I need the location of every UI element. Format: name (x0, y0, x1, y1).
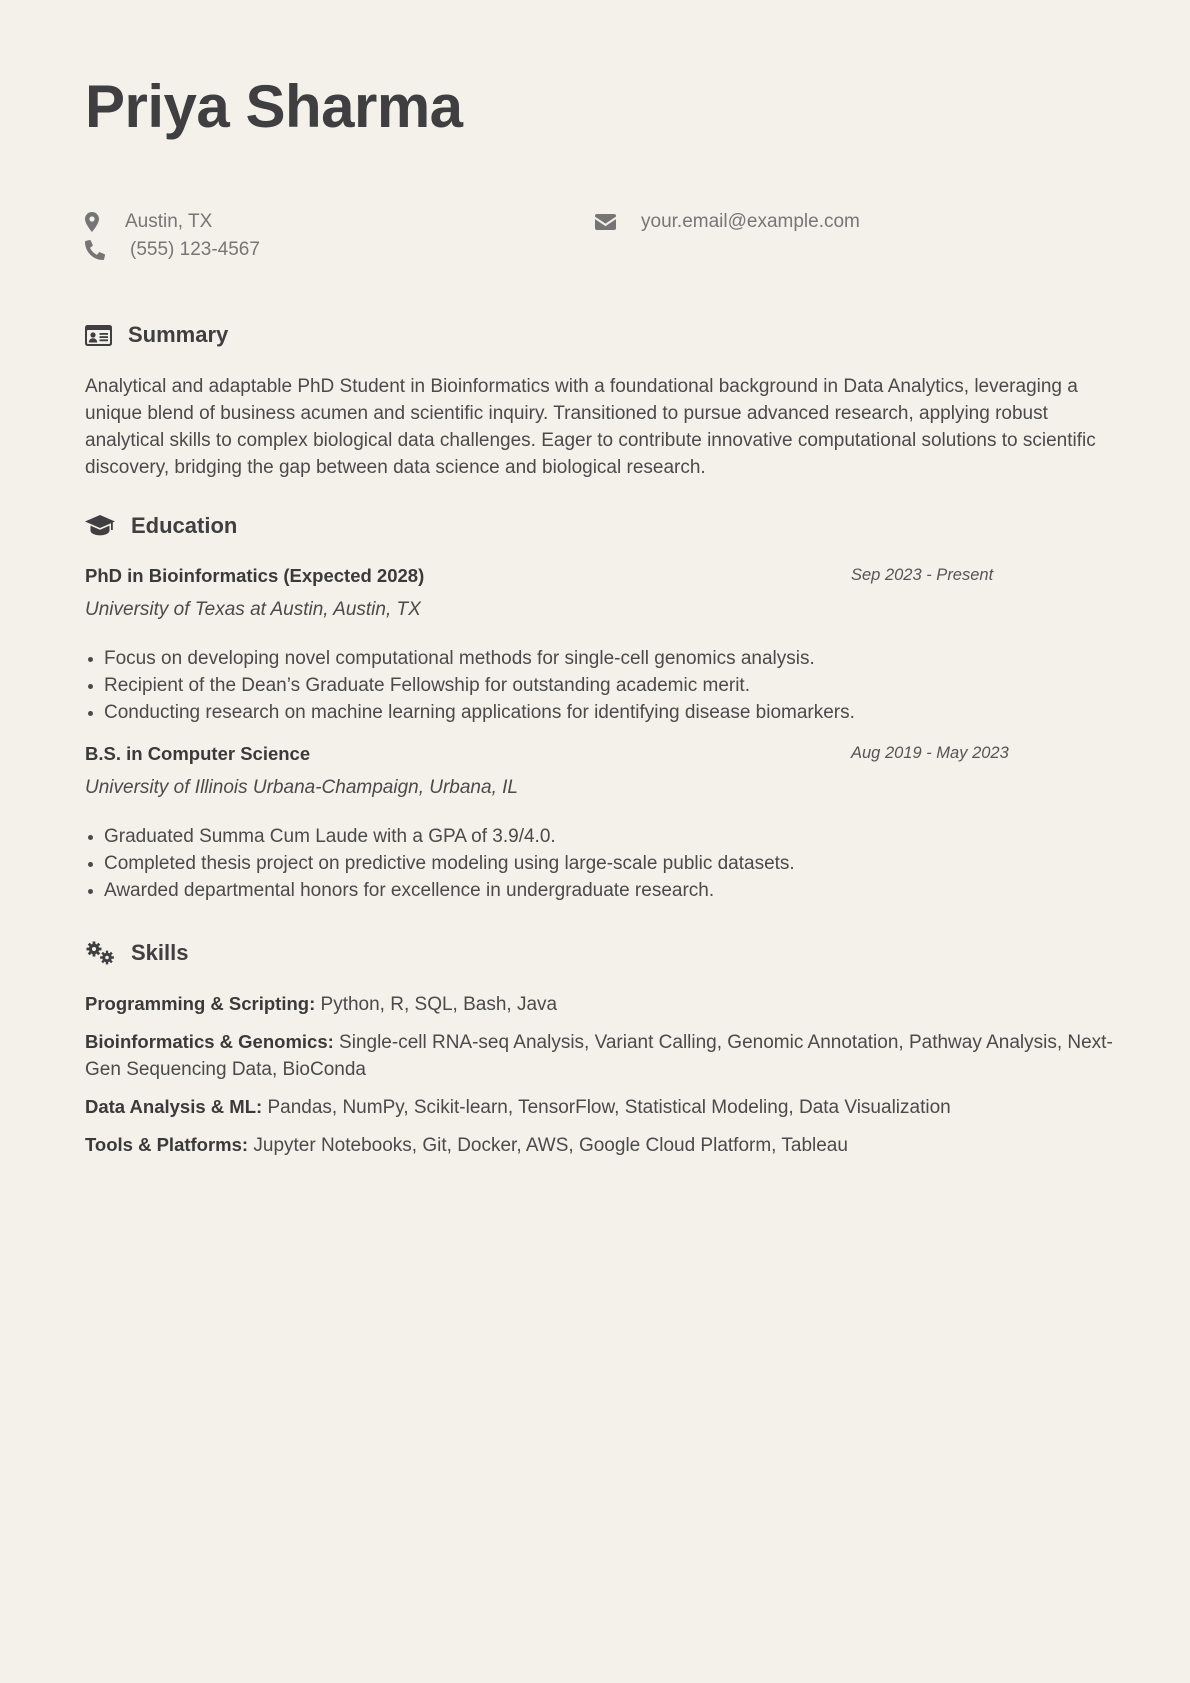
skill-value: Pandas, NumPy, Scikit-learn, TensorFlow, Statistical Modeling, Data Visualization (267, 1097, 951, 1118)
skill-label: Data Analysis & ML: (85, 1096, 263, 1117)
list-item: Conducting research on machine learning applications for identifying disease biomarkers. (85, 699, 1085, 726)
skills-heading-text: Skills (131, 940, 189, 965)
contact-email-text[interactable]: your.email@example.com (641, 211, 860, 232)
skill-value: Jupyter Notebooks, Git, Docker, AWS, Google Cloud Platform, Tableau (253, 1135, 848, 1156)
list-item: Completed thesis project on predictive modeling using large-scale public datasets. (85, 850, 1085, 877)
education-school: University of Texas at Austin, Austin, TX (85, 599, 421, 620)
summary-text: Analytical and adaptable PhD Student in Bioinformatics with a foundational background in Data Analytics, leveraging a unique blend of business acumen and scientific inquiry. Transitioned to pursue advanced research, applying robust analytical skills to complex biological data challenges. Eager to contribute innovative computational solutions to scientific discovery, bridging the gap between data science and biological research. (85, 376, 1096, 478)
contact-phone[interactable] (85, 239, 260, 261)
list-item: Graduated Summa Cum Laude with a GPA of 3.9/4.0. (85, 823, 1085, 850)
contact-location (85, 211, 212, 233)
skill-value: Single-cell RNA-seq Analysis, Variant Calling, Genomic Annotation, Pathway Analysis, Next-Gen Sequencing Data, BioConda (85, 1032, 1113, 1080)
skill-label: Tools & Platforms: (85, 1134, 249, 1155)
skill-row (85, 1028, 1115, 1083)
education-bullets (85, 645, 1085, 726)
summary-heading-text: Summary (128, 322, 229, 347)
id-card-icon (85, 325, 112, 346)
summary-heading (85, 322, 228, 348)
skill-label: Programming & Scripting: (85, 993, 316, 1014)
education-dates: Sep 2023 - Present (851, 566, 994, 584)
graduation-cap-icon (85, 515, 115, 537)
contact-email[interactable] (595, 211, 860, 233)
education-dates: Aug 2019 - May 2023 (851, 744, 1009, 762)
cogs-icon (85, 941, 115, 965)
phone-icon (85, 240, 105, 260)
contact-location-text: Austin, TX (125, 211, 213, 232)
list-item: Recipient of the Dean’s Graduate Fellowship for outstanding academic merit. (85, 672, 1085, 699)
skill-row (85, 1131, 1115, 1159)
skill-row (85, 1093, 1115, 1121)
contact-phone-text[interactable]: (555) 123-4567 (130, 239, 260, 260)
education-heading-text: Education (131, 513, 238, 538)
candidate-name: Priya Sharma (85, 73, 463, 140)
education-degree: B.S. in Computer Science (85, 743, 311, 764)
list-item: Focus on developing novel computational methods for single-cell genomics analysis. (85, 645, 1085, 672)
education-heading (85, 513, 237, 539)
list-item: Awarded departmental honors for excellence in undergraduate research. (85, 877, 1085, 904)
skill-label: Bioinformatics & Genomics: (85, 1031, 334, 1052)
education-degree: PhD in Bioinformatics (Expected 2028) (85, 565, 425, 586)
skill-value: Python, R, SQL, Bash, Java (320, 994, 558, 1015)
skills-heading (85, 940, 188, 966)
map-marker-icon (85, 212, 99, 232)
education-school: University of Illinois Urbana-Champaign, Urbana, IL (85, 777, 518, 798)
education-bullets (85, 823, 1085, 904)
skill-row (85, 990, 1115, 1018)
envelope-icon (595, 214, 616, 230)
